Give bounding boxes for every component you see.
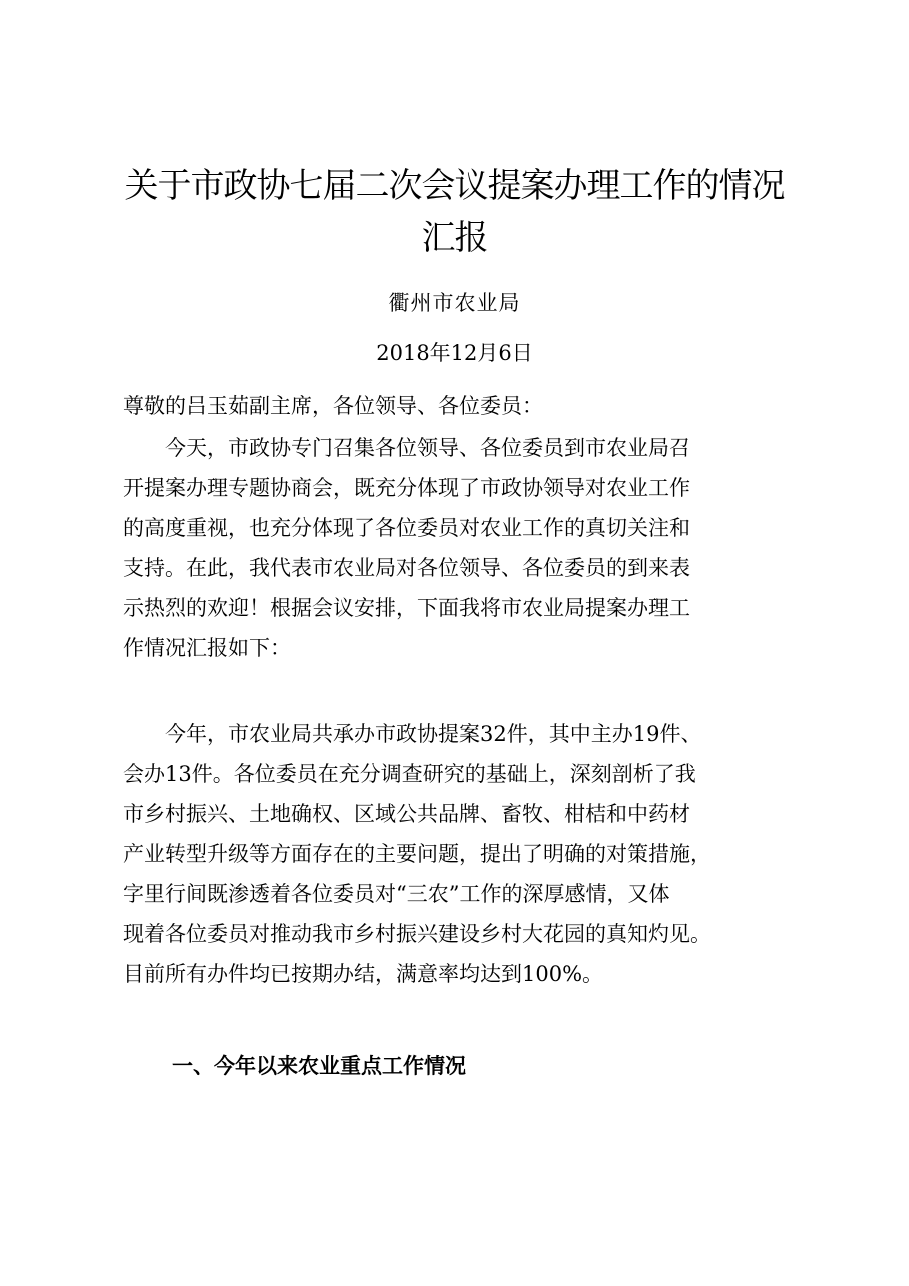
paragraph-2-line: 目前所有办件均已按期办结，满意率均达到100%。 — [123, 962, 604, 986]
paragraph-2-line: 今年，市农业局共承办市政协提案32件，其中主办19件、 — [165, 722, 702, 746]
paragraph-2-line: 产业转型升级等方面存在的主要问题，提出了明确的对策措施， — [123, 842, 711, 866]
salutation-text: 尊敬的吕玉茹副主席，各位领导、各位委员： — [123, 394, 543, 418]
paragraph-2-line: 市乡村振兴、土地确权、区域公共品牌、畜牧、柑桔和中药材 — [123, 802, 690, 826]
paragraph-1-line: 的高度重视，也充分体现了各位委员对农业工作的真切关注和 — [123, 516, 690, 540]
paragraph-2-line: 字里行间既渗透着各位委员对“三农”工作的深厚感情，又体 — [123, 882, 670, 906]
issuing-organization: 衢州市农业局 — [388, 291, 521, 315]
section-heading: 一、今年以来农业重点工作情况 — [172, 1054, 466, 1078]
document-title-line-2: 汇报 — [421, 218, 488, 258]
paragraph-1-line: 支持。在此，我代表市农业局对各位领导、各位委员的到来表 — [123, 556, 690, 580]
document-date: 2018年12月6日 — [376, 341, 533, 365]
paragraph-1-line: 今天，市政协专门召集各位领导、各位委员到市农业局召 — [165, 436, 690, 460]
paragraph-1-line: 开提案办理专题协商会，既充分体现了市政协领导对农业工作 — [123, 476, 690, 500]
document-title-line-1: 关于市政协七届二次会议提案办理工作的情况 — [124, 166, 785, 206]
paragraph-2-line: 会办13件。各位委员在充分调查研究的基础上，深刻剖析了我 — [123, 762, 696, 786]
paragraph-1-line: 示热烈的欢迎！根据会议安排，下面我将市农业局提案办理工 — [123, 596, 690, 620]
paragraph-1-line: 作情况汇报如下： — [123, 636, 291, 660]
paragraph-2-line: 现着各位委员对推动我市乡村振兴建设乡村大花园的真知灼见。 — [123, 922, 711, 946]
